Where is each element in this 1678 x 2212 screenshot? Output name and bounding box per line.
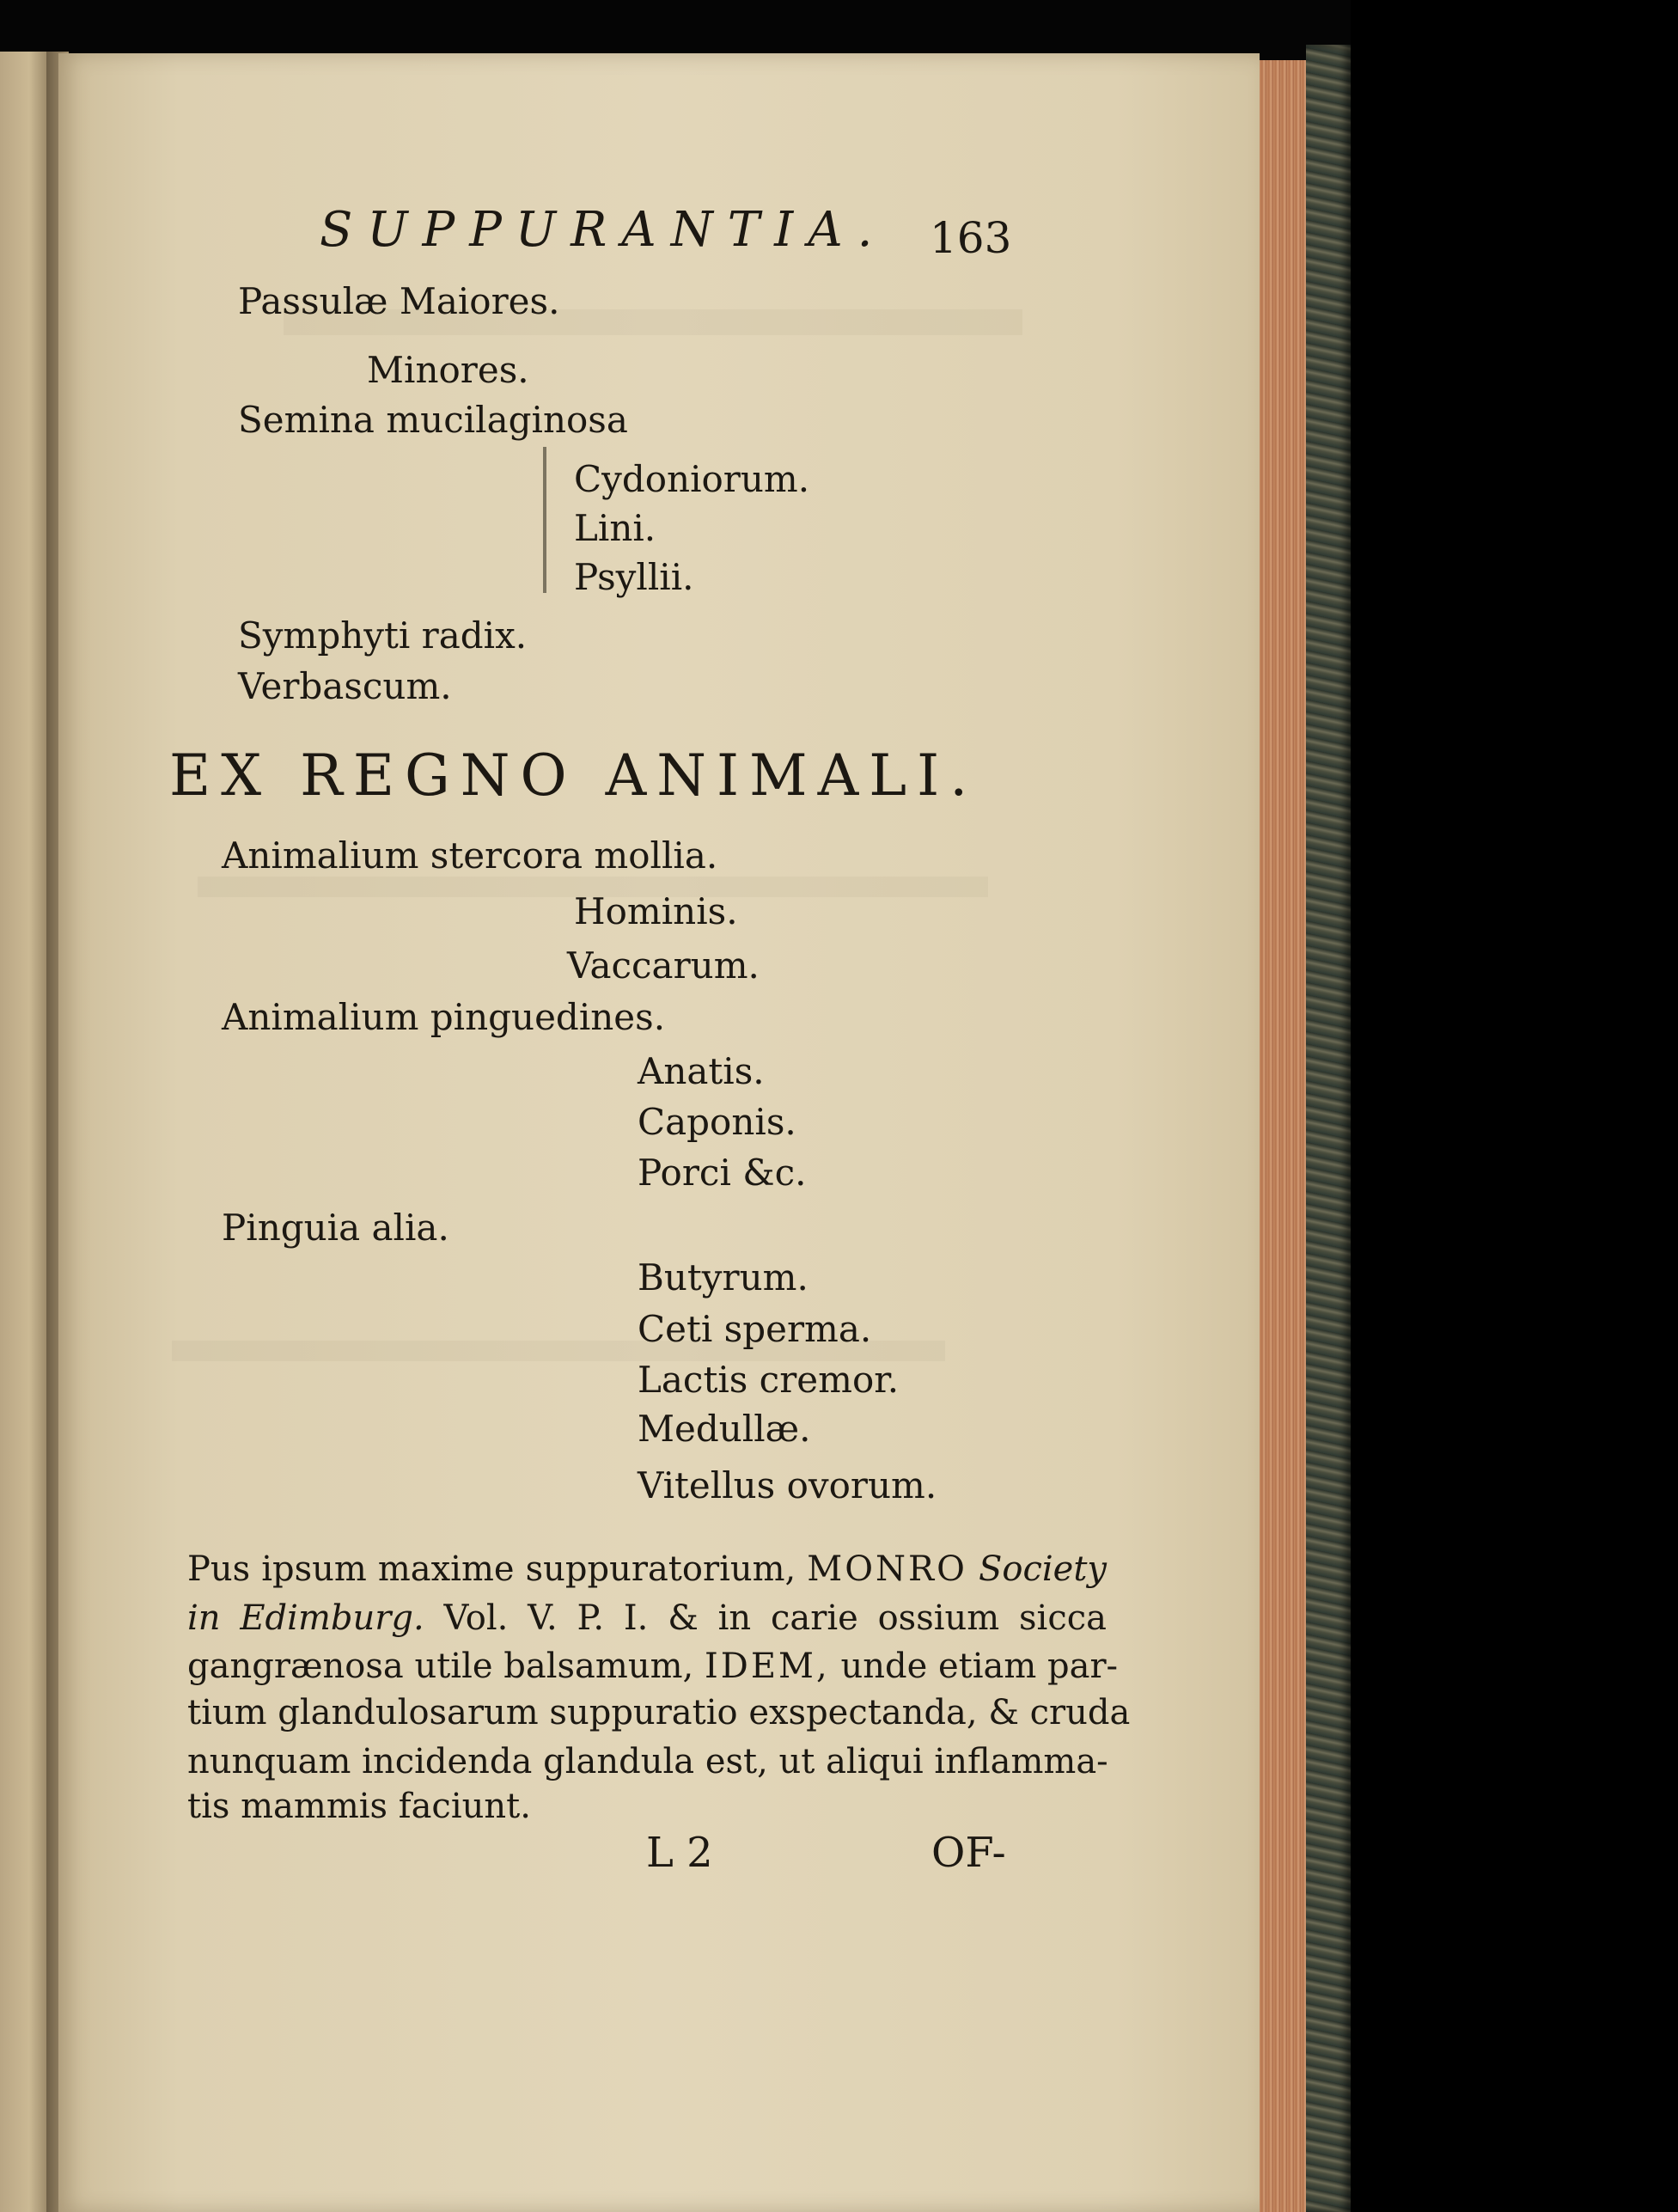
list-item: Pinguia alia. [222,1207,449,1249]
brace-mark [543,447,546,593]
text-span: Pus ipsum maxime suppuratorium, [187,1549,796,1589]
text-span: gangrænosa utile balsamum, [187,1647,694,1686]
paragraph-line: tium glandulosarum suppuratio exspectanda, & cruda [187,1693,1131,1732]
book-cover-board [1306,45,1351,2212]
list-item: Medullæ. [638,1408,811,1450]
facing-page-edge [0,52,53,2212]
list-item: Lactis cremor. [638,1359,900,1401]
paragraph-line [187,1647,1119,1686]
page-number: 163 [930,213,1012,263]
italic-text: in Edimburg. [187,1598,424,1638]
list-item: Symphyti radix. [238,614,528,657]
paragraph-line [187,1598,1107,1638]
list-item: Cydoniorum. [574,458,810,500]
list-item: Ceti sperma. [638,1308,872,1350]
list-item: Lini. [574,507,656,549]
list-item: Psyllii. [574,556,694,598]
paragraph-line: nunquam incidenda glandula est, ut aliqui inflamma- [187,1742,1108,1781]
list-item: Passulæ Maiores. [238,280,560,322]
text-span: Vol. V. P. I. & in carie ossium sicca [443,1598,1107,1638]
author-name: MONRO [807,1549,967,1589]
author-name: IDEM, [704,1647,830,1686]
list-item: Verbascum. [238,665,452,707]
signature-mark: L 2 [646,1829,713,1877]
list-item: Vitellus ovorum. [638,1464,937,1506]
list-item: Semina mucilaginosa [238,399,628,441]
background [1351,0,1678,2212]
list-item: Vaccarum. [567,944,760,987]
paragraph-line [187,1549,1107,1589]
list-item: Porci &c. [638,1152,807,1194]
list-item: Hominis. [574,890,738,932]
list-item: Caponis. [638,1101,796,1143]
text-span: unde etiam par- [840,1647,1119,1686]
list-item: Animalium stercora mollia. [222,834,718,877]
list-item: Animalium pinguedines. [222,996,666,1038]
section-heading: EX REGNO ANIMALI. [169,742,979,809]
list-item: Minores. [367,349,529,391]
paragraph-line-last: tis mammis faciunt. [187,1787,531,1826]
running-head: SUPPURANTIA. [320,202,888,258]
page-edges [1260,60,1306,2212]
italic-text: Society [978,1549,1107,1589]
list-item: Butyrum. [638,1256,808,1298]
list-item: Anatis. [638,1050,765,1092]
catchword: OF- [931,1829,1006,1877]
